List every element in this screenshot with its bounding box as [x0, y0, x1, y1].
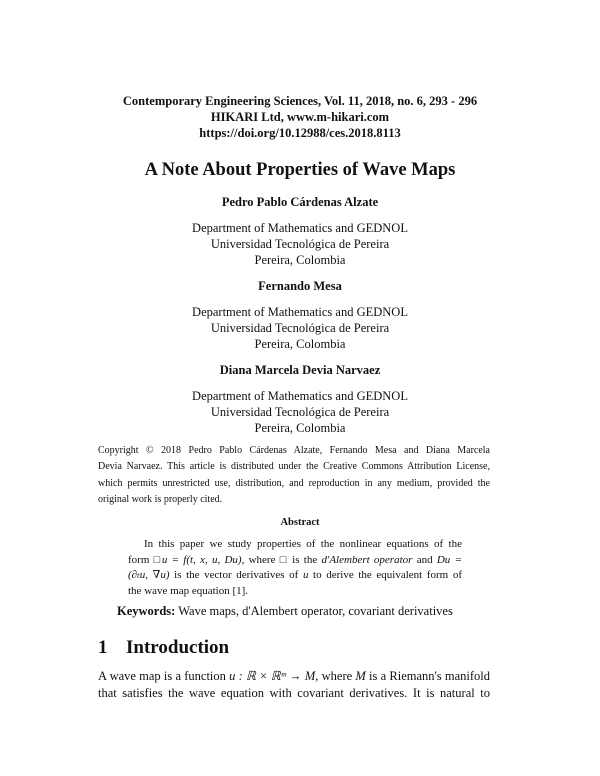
section-number: 1 — [98, 637, 108, 658]
abstract-line: In this paper we study properties of the nonlinear equations of the — [144, 538, 462, 550]
doi-link[interactable]: https://doi.org/10.12988/ces.2018.8113 — [199, 126, 401, 140]
copyright-line: Copyright © 2018 Pedro Pablo Cárdenas Alzate, Fernando Mesa and Diana Marcela — [98, 445, 490, 456]
section-heading — [98, 636, 229, 660]
abstract-heading: Abstract — [280, 517, 320, 528]
author-affiliation — [0, 388, 600, 436]
affiliation-line: Department of Mathematics and GEDNOL — [192, 389, 408, 403]
copyright-line: original work is properly cited. — [98, 494, 223, 506]
abstract-text: form — [128, 553, 154, 566]
keywords — [117, 603, 453, 619]
affiliation-line: Universidad Tecnológica de Pereira — [210, 405, 390, 419]
equation: (∂ₜu, ∇u) — [128, 569, 170, 582]
paragraph-line — [98, 668, 490, 685]
affiliation-line: Pereira, Colombia — [254, 421, 346, 435]
journal-header — [0, 93, 600, 141]
copyright-notice — [98, 443, 490, 509]
paragraph-line: that satisfies the wave equation with covariant derivatives. It is natural to — [98, 686, 490, 700]
author-affiliation — [0, 304, 600, 352]
author-name: Pedro Pablo Cárdenas Alzate — [221, 195, 379, 209]
keywords-label: Keywords: — [117, 604, 176, 618]
intro-paragraph — [98, 668, 490, 702]
abstract-text: to derive the equivalent form of — [308, 569, 462, 582]
abstract-body — [128, 537, 462, 599]
equation: u — [302, 569, 309, 582]
paragraph-text: A wave map is a function — [98, 669, 230, 683]
affiliation-line: Pereira, Colombia — [254, 253, 346, 267]
abstract-line: the wave map equation [1]. — [128, 584, 249, 597]
equation: Du = — [436, 553, 462, 566]
term-emphasis: d'Alembert operator — [321, 553, 413, 566]
abstract-line — [128, 553, 462, 569]
equation: u : ℝ × ℝᵐ → M — [229, 669, 316, 683]
paragraph-text: is a Riemann's manifold — [365, 669, 490, 683]
copyright-line: which permits unrestricted use, distribution, and reproduction in any medium, provided the — [98, 477, 490, 489]
paragraph-text: , where — [315, 669, 356, 683]
copyright-line: Devia Narvaez. This article is distributed under the Creative Commons Attribution License, — [98, 461, 490, 473]
equation: M — [355, 669, 366, 683]
paper-title: A Note About Properties of Wave Maps — [144, 160, 456, 180]
affiliation-line: Pereira, Colombia — [254, 337, 346, 351]
equation: □u = f(t, x, u, Du) — [153, 553, 242, 566]
affiliation-line: Universidad Tecnológica de Pereira — [210, 321, 390, 335]
section-title: Introduction — [126, 637, 230, 658]
abstract-text: is the vector derivatives of — [169, 569, 303, 582]
journal-citation: Contemporary Engineering Sciences, Vol. 11, 2018, no. 6, 293 - 296 — [122, 94, 478, 108]
affiliation-line: Department of Mathematics and GEDNOL — [192, 221, 408, 235]
author-name: Fernando Mesa — [258, 279, 342, 293]
abstract-text: and — [412, 553, 437, 566]
author-name: Diana Marcela Devia Narvaez — [219, 363, 381, 377]
keywords-text: Wave maps, d'Alembert operator, covariant derivatives — [175, 604, 453, 618]
abstract-line — [128, 568, 462, 584]
author-affiliation — [0, 220, 600, 268]
affiliation-line: Universidad Tecnológica de Pereira — [210, 237, 390, 251]
affiliation-line: Department of Mathematics and GEDNOL — [192, 305, 408, 319]
abstract-text: , where □ is the — [241, 553, 322, 566]
publisher-line: HIKARI Ltd, www.m-hikari.com — [210, 110, 390, 124]
